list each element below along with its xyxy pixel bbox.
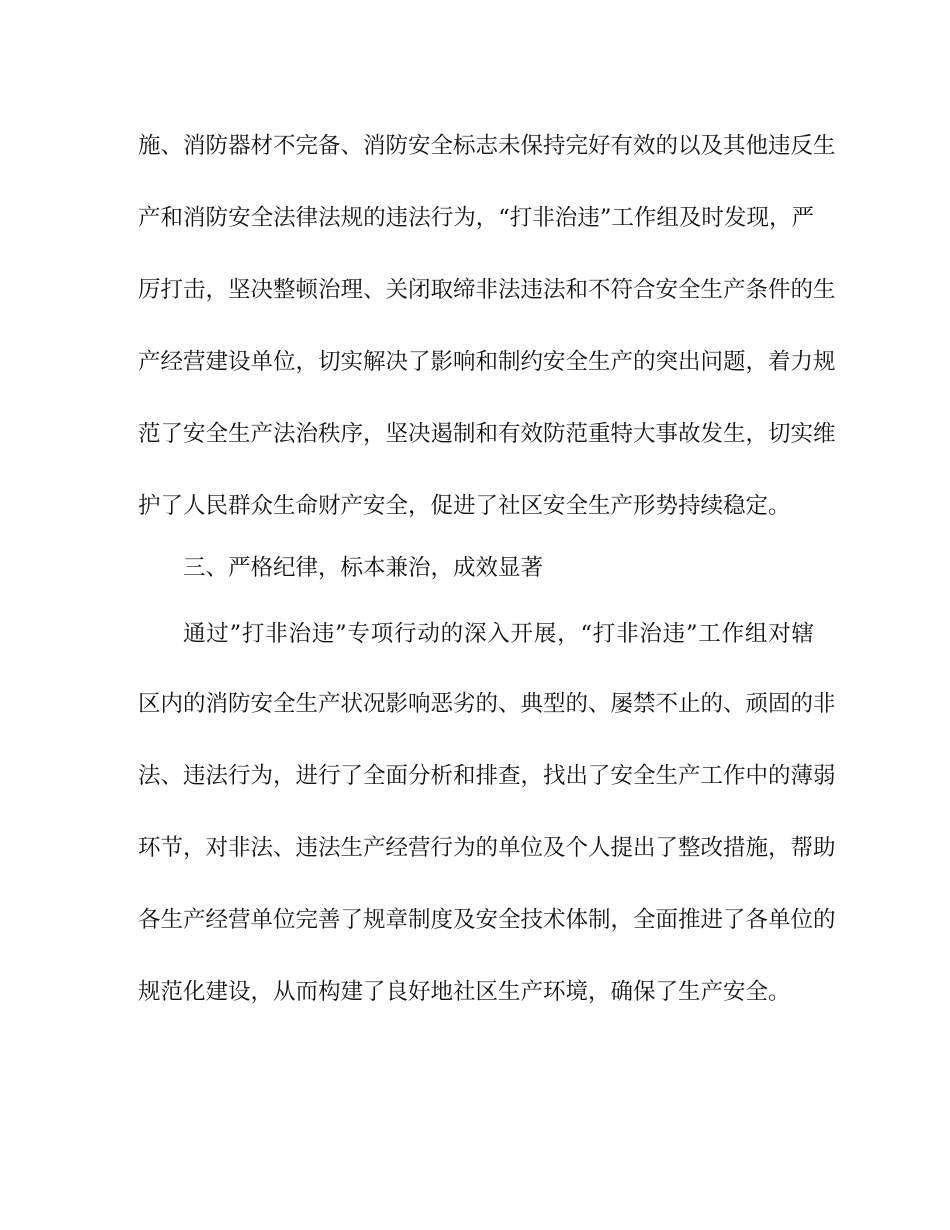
paragraph-1-line-6: 护了人民群众生命财产安全，促进了社区安全生产形势持续稳定。 (138, 493, 791, 519)
paragraph-2-line-1: 通过”打非治违”专项行动的深入开展，“打非治违”工作组对辖 (183, 621, 814, 647)
paragraph-2-line-2: 区内的消防安全生产状况影响恶劣的、典型的、屡禁不止的、顽固的非 (138, 691, 836, 717)
paragraph-1-line-2: 产和消防安全法律法规的违法行为，“打非治违”工作组及时发现，严 (138, 205, 814, 231)
paragraph-2-line-4: 环节，对非法、违法生产经营行为的单位及个人提出了整改措施，帮助 (138, 835, 836, 861)
paragraph-1-line-1: 施、消防器材不完备、消防安全标志未保持完好有效的以及其他违反生 (138, 133, 836, 159)
paragraph-1-line-5: 范了安全生产法治秩序，坚决遏制和有效防范重特大事故发生，切实维 (138, 421, 836, 447)
section-heading: 三、严格纪律，标本兼治，成效显著 (183, 555, 544, 581)
paragraph-2-line-6: 规范化建设，从而构建了良好地社区生产环境，确保了生产安全。 (138, 979, 791, 1005)
paragraph-1-line-3: 厉打击，坚决整顿治理、关闭取缔非法违法和不符合安全生产条件的生 (138, 277, 836, 303)
paragraph-2-line-3: 法、违法行为，进行了全面分析和排查，找出了安全生产工作中的薄弱 (138, 763, 836, 789)
paragraph-2-line-5: 各生产经营单位完善了规章制度及安全技术体制，全面推进了各单位的 (138, 907, 836, 933)
paragraph-1-line-4: 产经营建设单位，切实解决了影响和制约安全生产的突出问题，着力规 (138, 349, 836, 375)
